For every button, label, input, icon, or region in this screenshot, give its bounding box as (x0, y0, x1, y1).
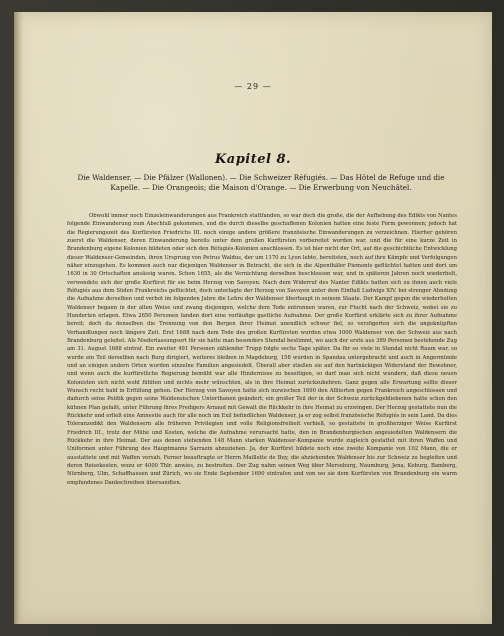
page-number: — 29 — (234, 82, 272, 91)
page-gutter (14, 12, 23, 624)
book-page (14, 12, 492, 624)
body-paragraph: Obwohl immer noch Einzeleinwanderungen aus Frankreich stattfanden, so war doch die große, die der Aufhebung des Edikts von Nantes folgende Einwanderung zum Abschluß gekommen, und die durch dieselbe geschaffenen Kolonien hatten eine feste Form gewonnen; jedoch hat die Regierungszeit des Kurfürsten Friedrichs III. noch einige andere größere französische Einwanderungen zu verzeichnen. Hierher gehören zuerst die Waldenser, deren Einwanderung bereits unter dem großen Kurfürsten vorbereitet worden war, und die für eine kurze Zeit in Brandenburg eigene Kolonien bildeten oder sich den Réfugiés-Kolonien anschlossen. Es ist hier nicht der Ort, auf die geschichtliche Entwicklung dieser Waldenser-Gemeinden, ihren Ursprung von Petrus Waldus, der um 1170 zu Lyon lebte, bereitsten, noch auf ihre Kämpfe und Verfolgungen näher einzugehen. Es kommen auch nur diejenigen Waldenser in Betracht, die sich in die Alpenthäler Piemonts geflüchtet hatten und dort um 1630 in 30 Ortschaften ansässig waren. Schon 1655, als die Vernichtung derselben beschlossen war, und in späteren Jahren noch wiederholt, verwendete sich der große Kurfürst für sie beim Herzog von Savoyen. Nach dem Widerruf des Nanter Edikts hatten sich zu ihnen auch viele Réfugiés aus dem Süden Frankreichs geflüchtet, doch unterlagte der Herzog von Savoyen unter dem Einfluß Ludwigs XIV. bei strenger Ahndung die Aufnahme derselben und verbot im folgenden Jahre die Lehre der Waldenser überhaupt in seinem Staate. Der Kampf gegen die wiederholten Waldenser begann in der alten Weise und zwang diejenigen, welche dem Tode entronnen waren, zur Flucht nach der Schweiz, wobei sie zu Hunderten erlagen. Etwa 2650 Personen fanden dort eine vorläufige gastliche Aufnahme. Der große Kurfürst erklärte sich zu ihrer Aufnahme bereit; doch da denselben die Trennung von den Bergen ihrer Heimat unendlich schwer fiel, so verzögerten sich die angeknüpften Verhandlungen noch längere Zeit. Erst 1688 nach dem Tode des großen Kurfürsten wurden etwa 1000 Waldenser von der Schweiz aus nach Brandenburg geleitet. Als Niederlassungsort für sie hatte man besonders Stendal bestimmt, wo auch der erste aus 389 Personen bestehende Zug am 31. August 1688 eintraf. Ein zweiter 491 Personen zählender Trupp folgte sechs Tage später. Da für so viele in Stendal nicht Raum war, so wurde ein Teil derselben nach Burg dirigiert, weiteres bleiben in Magdeburg, 158 wurden in Spandau untergebracht und auch in Angermünde und an einigen andern Orten wurden einzelne Familien angesiedelt. Überall aber stießen sie auf den hartnäckigen Widerstand der Bewohner, und wenn auch die kurfürstliche Regierung bemüht war alle Hindernisse zu beseitigen, so darf man sich nicht wundern, daß diese neuen Kolonisten sich nicht wohl fühlten und nichts mehr wünschten, als in ihre Heimat zurückzukehren. Ganz gegen alle Erwartung sollte dieser Wunsch recht bald in Erfüllung gehen. Der Herzog von Savoyen hatte sich inzwischen 1690 den Alliierten gegen Frankreich angeschlossen und dadurch seine Politik gegen seine Waldensischen Unterthanen geändert; ein großer Teil der in der Schweiz zurückgebliebenen hatte schon den kühnen Plan gefaßt, unter Führung ihres Predigers Arnaud mit Gewalt die Rückkehr in ihre Heimat zu erzwingen. Der Herzog gestattete nun die Rückkehr und erließ eine Amnestie auch für alle noch im Exil befindlichen Waldenser, ja er zog selbst französische Réfugiés in sein Land. Da dies Toleranzedikt den Waldensern alle früheren Privilegien und volle Religionsfreiheit verhieß, so gestattete in großherziger Weise Kurfürst Friedrich III., trotz der Mühe und Kosten, welche die Aufnahme verursacht hatte, den in Brandenburgischen angesiedelten Waldensern die Rückkehr in ihre Heimat. Der aus denen stehenden 148 Mann starken Waldenser-Kompanie wurde zugleich gestattet mit ihren Waffen und Uniformen unter Führung des Hauptmanns Sarrazin abzuziehen. Ja, der Kurfürst bildete noch eine zweite Kompanie von 102 Mann, die er ausstattete und mit Waffen versah. Ferner beauftragte er Herrn Maillette de Buy, die abziehenden Waldenser bis zur Schweiz zu begleiten und deren Reisekosten, wozu er 4000 Thlr. anwies, zu bestreiten. Der Zug nahm seinen Weg über Merseburg, Naumburg, Jena, Koburg, Bamberg, Nürnberg, Ulm, Schaffhausen und Zürich, wo sie Ende September 1690 eintrafen und von wo sie dem Kurfürsten von Brandenburg ein warm empfundenes Dankschreiben übersandten. (67, 213, 457, 486)
chapter-summary: Die Waldenser. — Die Pfälzer (Wallonen). — Die Schweizer Réfugiés. — Das Hôtel de Refuge und die Kapelle. — Die Orangeois; die Maison d'Orange. — Die Erwerbung von Neuchâtel. (77, 173, 445, 192)
chapter-title: Kapitel 8. (214, 152, 292, 167)
